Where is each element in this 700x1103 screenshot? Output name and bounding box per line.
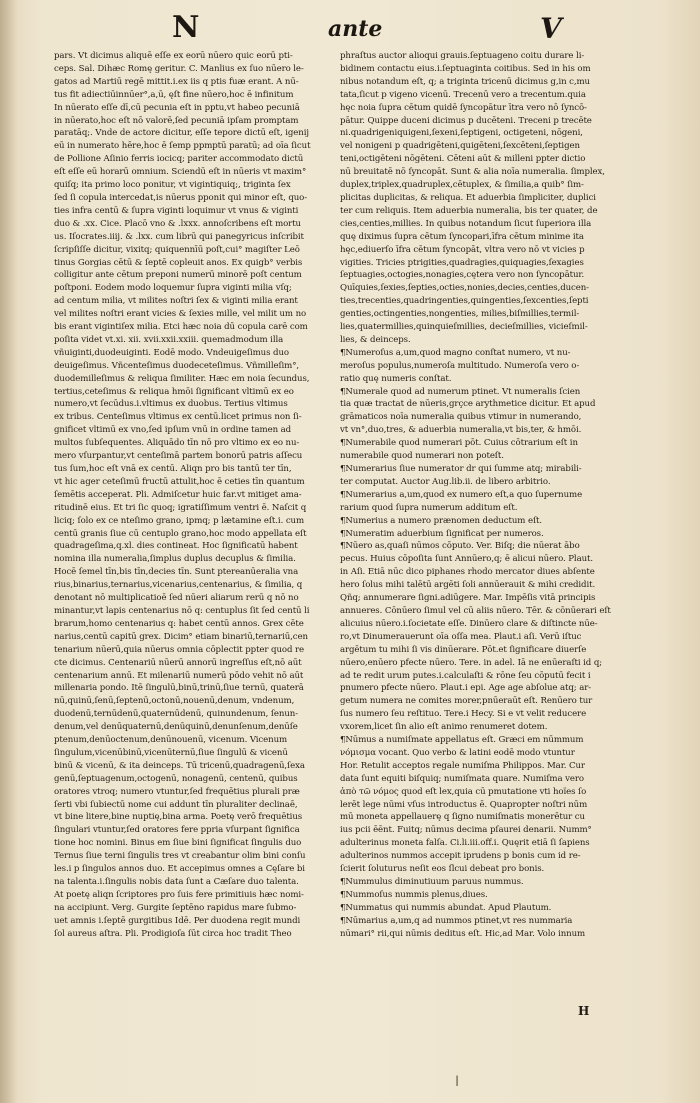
text-line: ſcripſiſſe dicitur, vixitq; quiquennīū poſt,cui° magiſter Leō (54, 244, 300, 255)
text-line: ex tribus. Centeſimus vltimus ex centū.licet primus non ſi- (54, 412, 302, 423)
text-line: duodenū,ternūdenū,quaternūdenū, quinundenum, ſenun- (54, 709, 299, 720)
left-text-column (54, 50, 344, 941)
text-line: les.i p ſingulos annos duo. Et accepimus omnes a Cęſare bi (54, 864, 305, 875)
text-line: νόμισμα vocant. Quo verbo & latini eodē modo vtuntur (340, 747, 575, 758)
header-running-title: ante (328, 16, 383, 42)
text-line: ſol aureus aſtra. Pli. Prodigioſa ſūt circa hoc tradit Theo (54, 928, 292, 939)
text-line: ¶Nummoſus nummis plenus,diues. (340, 889, 488, 900)
text-line: ¶Numeratim aduerbium ſignificat per numeros. (340, 528, 544, 539)
text-line: ni.quadrigeniquigeni,ſexeni,ſeptigeni, octigeteni, nōgeni, (340, 128, 583, 139)
text-line: quę diximus ſupra cētum ſyncopari,īfra cētum minime ita (340, 231, 584, 242)
page-header (0, 10, 700, 50)
text-line: cte dicimus. Centenariū nūerū annorū ingreſſus eſt,nō aūt (54, 657, 302, 668)
text-line: ptenum,denūoctenum,denūnouenū, vicenum. Vicenum (54, 735, 288, 746)
text-line: hęc,ediuerſo īfra cētum ſyncopāt, vltra vero nō vt vicies p (340, 244, 585, 255)
text-line: numero,vt ſecūdus.i.vltimus ex duobus. Tertius vltimus (54, 399, 288, 410)
text-line: ¶Numerale quod ad numerum ptinet. Vt numeralis ſcien (340, 386, 581, 397)
text-line: hero ſolus mihi talētū argēti ſoli annūerauit & mihi credidit. (340, 580, 596, 591)
text-line: nū,quinū,ſenū,ſeptenū,octonū,nouenū,denum, vndenum, (54, 696, 295, 707)
text-line: paratāq;. Vnde de actore dicitur, eſſe tepore dictū eſt, igenij (54, 128, 309, 139)
text-line: tertius,ceteſimus & reliqua hmōi ſignificant vltimū ex eo (54, 386, 294, 397)
text-line: tus ſum,hoc eſt vnā ex centū. Aliqn pro bis tantū ter tīn, (54, 464, 292, 474)
text-line: bis erant vigintiſex milia. Etci hæc noia dū copula carē com (54, 322, 308, 333)
text-line: eū in numerato hēre,hoc ē ſemp ppmptū paratū; ad oīa ſicut (54, 141, 311, 152)
page-gutter-shadow (0, 0, 18, 1103)
text-line: denum,vel denūquaternū,denūquinū,denunſenum,denūſe (54, 722, 298, 733)
right-text-column (340, 50, 638, 941)
text-line: us. Iſocrates.iiij. & .lxx. cum librū qui panegyricus inſcribit (54, 231, 304, 242)
text-line: centū granis ſiue cū centuplo grano,hoc modo appellata eſt (54, 528, 307, 539)
text-line: brarum,homo centenarius q: habet centū annos. Grex cēte (54, 618, 304, 629)
text-line: ties infra centū & ſupra viginti loquimur vt vnus & viginti (54, 205, 299, 216)
text-line: pnumero pfecte nūero. Plaut.i epi. Age age abſolue atq; ar- (340, 683, 592, 694)
text-line: ius pcii ēēnt. Fuitq; nūmus decima pſaurei denarii. Numm° (340, 825, 592, 836)
text-line: ſingulari vtuntur,ſed oratores fere ppria vſurpant ſignifica (54, 825, 300, 836)
text-line: adulterinus moneta falſa. Ci.li.iii.off.i. Quęrit etiā ſi ſapiens (340, 838, 590, 849)
text-line: nūmari° rii,qui nūmis deditus eſt. Hic,ad Mar. Volo innum (340, 928, 586, 939)
text-line: annueres. Cōnūero ſimul vel cū aliis nūero. Tēr. & cōnūerari eſt (340, 605, 611, 616)
text-line: de Pollione Aſinio ferris iocicq; pariter accommodato dictū (54, 154, 304, 165)
text-line: vel milites noſtri erant vicies & ſexies mille, vel milit um no (54, 309, 307, 320)
text-line: ¶Numerarius a,um,quod ex numero eſt,a quo ſupernume (340, 489, 583, 500)
text-line: in nūerato,hoc eſt nō valorē,ſed pecuniā ipſam promptam (54, 115, 299, 126)
text-line: na talenta.i.ſingulis nobis data ſunt a Cæſare duo talenta. (54, 877, 299, 887)
text-line: multos ſubſequentes. Aliquādo tīn nō pro vltimo ex eo nu- (54, 438, 300, 449)
text-line: Hocē ſemel tīn,bis tīn,decies tīn. Sunt ptereanūeralia vna (54, 567, 299, 578)
text-line: nūero,enūero pfecte nūero. Tere. in adel. Iā ne enūeraſti id q; (340, 657, 603, 668)
text-line: ἀπὸ τῶ νόμος quod eſt lex,quia cū pmutatione vti hoïes ſo (340, 786, 587, 797)
text-line: gatos ad Martiū regē mittit.i.ex iis q ptis fuæ erant. A nū- (54, 76, 299, 87)
text-line: ¶Nūero as,quaſi nūmos cōputo. Ver. Biſq; die nūerat ābo (340, 541, 580, 552)
text-line: mero vſurpantur,vt centeſimā partem bonorū patris aſſecu (54, 451, 303, 462)
text-line: ſed ſi copula intercedat,is nūerus pponit qui minor eſt, quo- (54, 192, 308, 203)
text-line: meroſus populus,numeroſa multitudo. Numeroſa vero o- (340, 360, 580, 371)
text-line: tata,ſicut p vigeno vicenū. Trecenū vero a trecentum.quia (340, 89, 586, 100)
text-line: tinus Gorgias cētū & ſeptē copleuit anos. Ex quigb° verbis (54, 257, 303, 268)
text-line: vxorem,licet ſin alio eſt animo renumeret dotem. (340, 722, 548, 733)
text-line: ter computat. Auctor Aug.lib.ii. de libero arbitrio. (340, 476, 551, 487)
text-line: ¶Numeroſus a,um,quod magno conſtat numero, vt nu- (340, 347, 571, 358)
text-line: vigities. Tricies ptrigities,quadragies,quiquagies,ſexagies (340, 257, 584, 268)
text-line: na accipiunt. Verg. Gurgite ſeptēno rapidus mare ſubmo- (54, 902, 297, 913)
text-line: eſt eſſe eū horarū omnium. Sciendū eſt in nūeris vt maxim° (54, 167, 307, 178)
text-line: centenarium annū. Et milenariū numerū pōdo vehit nō aūt (54, 670, 304, 681)
text-line: tenarium nūerū,quia nūerus omnia cōplectit ppter quod re (54, 644, 304, 655)
text-line: ad te redit urum putes.i.calculaſti & rōne ſeu cōputū fecit i (340, 670, 591, 681)
text-line: in Aſi. Etiā nūc dico piphanes rhodo mercator diues abſente (340, 567, 595, 578)
text-line: uet amnis i.ſeptē gurgitibus Idē. Per duodena regit mundi (54, 915, 301, 926)
text-line: lerēt lege nūmi vſus introductus ē. Quapropter noſtri nūm (340, 799, 588, 810)
text-line: adulterinos nummos accepit iprudens p bonis cum id re- (340, 851, 581, 862)
text-line: ¶Numerarius ſiue numerator dr qui ſumme atq; mirabili- (340, 464, 582, 474)
text-line: nibus notandum eſt, q; a triginta tricenū dicimus g,in c,mu (340, 76, 590, 87)
text-line: ceps. Sal. Dihæc Romę geritur. C. Manlius ex ſuo nūero le- (54, 63, 304, 74)
text-line: millenaria pondo. Itē ſingulū,binū,trinū,ſiue ternū, quaterā (54, 683, 304, 694)
text-line: At poetę aliqn ſcriptores pro ſuis fere primitiuis hæc nomi- (54, 889, 304, 900)
text-line: numerabile quod numerari non poteſt. (340, 451, 504, 462)
text-line: grāmaticos noīa numeralia quibus vtimur in numerando, (340, 412, 582, 423)
text-line: pars. Vt dicimus aliquē eſſe ex eorū nūero quic eorū pti- (54, 51, 293, 61)
text-line: pātur. Quippe duceni dicimus p ducēteni. Treceni p trecēte (340, 115, 592, 126)
text-line: duo & .xx. Cice. Placō vno & .lxxx. annoſcribens eſt mortu (54, 218, 301, 229)
text-line: Hor. Retulit acceptos regale numiſma Philippos. Mar. Cur (340, 760, 585, 771)
text-line: ¶Numerabile quod numerari pōt. Cuius cōtrarium eſt in (340, 438, 578, 449)
text-line: nū breuitatē nō ſyncopāt. Sunt & alia noīa numeralia. ſimplex, (340, 167, 605, 178)
text-line: ratio quę numeris conſtat. (340, 373, 452, 384)
text-line: nomina illa numeralia,ſimplus duplus decuplus & ſimilia. (54, 554, 296, 565)
text-line: rius,binarius,ternarius,vicenarius,centenarius, & ſimilia, q (54, 580, 303, 591)
text-line: alicuius nūero.i.ſocietate eſſe. Dinūero clare & diſtincte nūe- (340, 618, 598, 629)
text-line: Quīquies,ſexies,ſepties,octies,nonies,decies,centies,ducen- (340, 283, 589, 294)
text-line: mū moneta appellauerę q ſigno numiſmatis monerētur cu (340, 812, 585, 823)
text-line: ſus numero ſeu reſtituo. Tere.i Hecy. Si e vt velit reducere (340, 709, 587, 720)
text-line: teni,octigēteni nōgēteni. Cēteni aūt & milleni ppter dictio (340, 154, 586, 165)
text-line: binū & vicenū, & ita deinceps. Tū tricenū,quadragenū,ſexa (54, 760, 305, 771)
text-line: ritudinē eius. Et tri ſic quoq; igratiſſimum ventri ē. Naſcit q (54, 502, 307, 513)
text-line: tione hoc nomini. Binus em ſiue bini ſignificat ſingulis duo (54, 838, 302, 849)
text-line: ſingulum,vicenūbinū,vicenūternū,ſiue ſingulū & vicenū (54, 747, 288, 758)
text-line: vt hic ager ceteſimū fructū attulit,hoc ē ceties tīn quantum (54, 476, 305, 487)
text-line: duodemilleſimus & reliqua ſimiliter. Hæc em noia ſecundus, (54, 373, 310, 384)
text-line: ſerti vbi ſubiectū nome cui addunt tīn pluraliter declinaē, (54, 799, 298, 810)
text-line: deuigeſimus. Vñcenteſimus duodeceteſimus. Vñmilleſim°, (54, 360, 300, 371)
text-line: ¶Nummulus diminutiuum paruus nummus. (340, 877, 524, 887)
text-line: vel nonigeni p quadrigēteni,quigēteni,ſexcēteni,ſeptigen (340, 141, 580, 152)
text-line: poſtponi. Eodem modo loquemur ſupra viginti milia vſq; (54, 283, 292, 294)
text-line: ſeptuagies,octogies,nonagies,cętera vero non ſyncopātur. (340, 270, 585, 281)
text-line: genū,ſeptuagenum,octogenū, nonagenū, centenū, quibus (54, 773, 298, 784)
text-line: bidinem contactu eius.i.ſeptuaginta coitibus. Sed in his om (340, 63, 591, 74)
text-line: duplex,triplex,quadruplex,cētuplex, & ſimilia,a quib° ſim- (340, 180, 584, 191)
text-line: rarium quod ſupra numerum additum eſt. (340, 502, 518, 513)
text-line: hęc noia ſupra cētum quidē ſyncopātur ītra vero nō ſyncō- (340, 102, 587, 113)
text-line: lies, & deinceps. (340, 334, 411, 345)
text-line: gnificet vltimū ex vno,ſed ipſum vnū in ordine tamen ad (54, 425, 292, 436)
text-line: denotant nō multiplicatioē ſed nūeri aliarum rerū q nō no (54, 593, 299, 604)
text-line: colligitur ante cētum preponi numerū minorē poſt centum (54, 270, 302, 281)
text-line: vt vn°,duo,tres, & aduerbia numeralia,vt bis,ter, & hmōi. (340, 425, 582, 436)
text-line: ſcierit ſoluturus neſit eos ſlcui debeat pro bonis. (340, 864, 545, 875)
text-line: ¶Nummatus qui nummis abundat. Apud Plautum. (340, 902, 552, 913)
text-line: Qñq; annumerare ſigni.adiūgere. Mar. Impēſis vitā principis (340, 593, 596, 604)
text-line: data ſunt equiti biſquiq; numiſmata quare. Numiſma vero (340, 773, 584, 784)
text-line: cies,centies,millies. In quibus notandum ſicut ſuperiora illa (340, 218, 592, 229)
text-line: ter cum reliquis. Item aduerbia numeralia, bis ter quater, de (340, 205, 598, 216)
text-line: plicitas duplicitas, & reliqua. Et aduerbia ſimpliciter, duplici (340, 192, 596, 203)
text-line: pecus. Huius cōpoſita ſunt Annūero,q; ē alicui nūero. Plaut. (340, 554, 594, 565)
text-line: oratores vtroq; numero vtuntur,ſed frequētius plurali præ (54, 786, 300, 797)
header-signature-letter: N (172, 10, 200, 45)
text-line: quiſq; ita primo loco ponitur, vt vigintiquiq;, triginta ſex (54, 180, 291, 191)
text-line: ad centum milia, vt milites noſtri ſex & viginti milia erant (54, 296, 298, 307)
text-line: phraſtus auctor alioqui grauis.ſeptuageno coitu durare li- (340, 51, 585, 61)
header-initial: V (540, 12, 562, 45)
text-line: Ternus ſiue terni ſingulis tres vt creabantur olim bini conſu (54, 851, 306, 862)
signature-mark: H (578, 1004, 590, 1018)
text-line: tia quæ tractat de nūeris,grçce arythmetice dicitur. Et apud (340, 399, 596, 410)
text-line: ſemētis acceperat. Pli. Admiſcetur huic far.vt mitiget ama- (54, 489, 302, 500)
text-line: genties,octingenties,nongenties, milies,biſmillies,termil- (340, 309, 580, 320)
text-line: ties,trecenties,quadringenties,quingenties,ſexcenties,ſepti (340, 296, 589, 307)
text-line: minantur,vt lapis centenarius nō q: centuplus ſit ſed centū li (54, 605, 310, 616)
text-line: quadrageſima,q.xl. dies contineat. Hoc ſignificatū habent (54, 541, 298, 552)
text-line: vñuiginti,duodeuiginti. Eodē modo. Vndeuigeſimus duo (54, 347, 289, 358)
text-line: ¶Numerius a numero prænomen deductum eſt. (340, 515, 543, 526)
text-line: argētum tu mihi ſi vis dinūerare. Pōt.et ſignificare diuerſe (340, 644, 587, 655)
text-line: tus fit adiectiūinnūer°,a,ū, ęſt fine nūero,hoc ē infinitum (54, 89, 294, 100)
text-line: liciq; ſolo ex ce nteſimo grano, ipmq; p lætamine eſt.i. cum (54, 515, 305, 526)
text-line: ¶Nūmus a numiſmate appellatus eſt. Græci em nūmmum (340, 735, 584, 746)
text-line: narius,centū capitū grex. Dicim° etiam binariū,ternariū,cen (54, 631, 308, 642)
text-line: poſita videt vt.xi. xii. xvii.xxii.xxiii. quemadmodum illa (54, 334, 284, 345)
text-line: lies,quatermillies,quinquieſmillies, decieſmillies, vicieſmil- (340, 322, 588, 333)
text-line: vt bine litere,bine nuptię,bina arma. Poetę verō frequētius (54, 812, 303, 823)
footer-mark: ǀ (455, 1074, 460, 1090)
text-line: ro,vt Dinumerauerunt oīa oſſa mea. Plaut.i aſi. Verū iſtuc (340, 631, 582, 642)
text-line: getum numera ne comites morer,pnūeraūt eſt. Renūero tur (340, 696, 593, 707)
text-line: In nūerato eſſe dī,cū pecunia eſt in pptu,vt habeo pecuniā (54, 102, 300, 113)
text-line: ¶Nūmarius a,um,q ad nummos ptinet,vt res nummaria (340, 915, 573, 926)
